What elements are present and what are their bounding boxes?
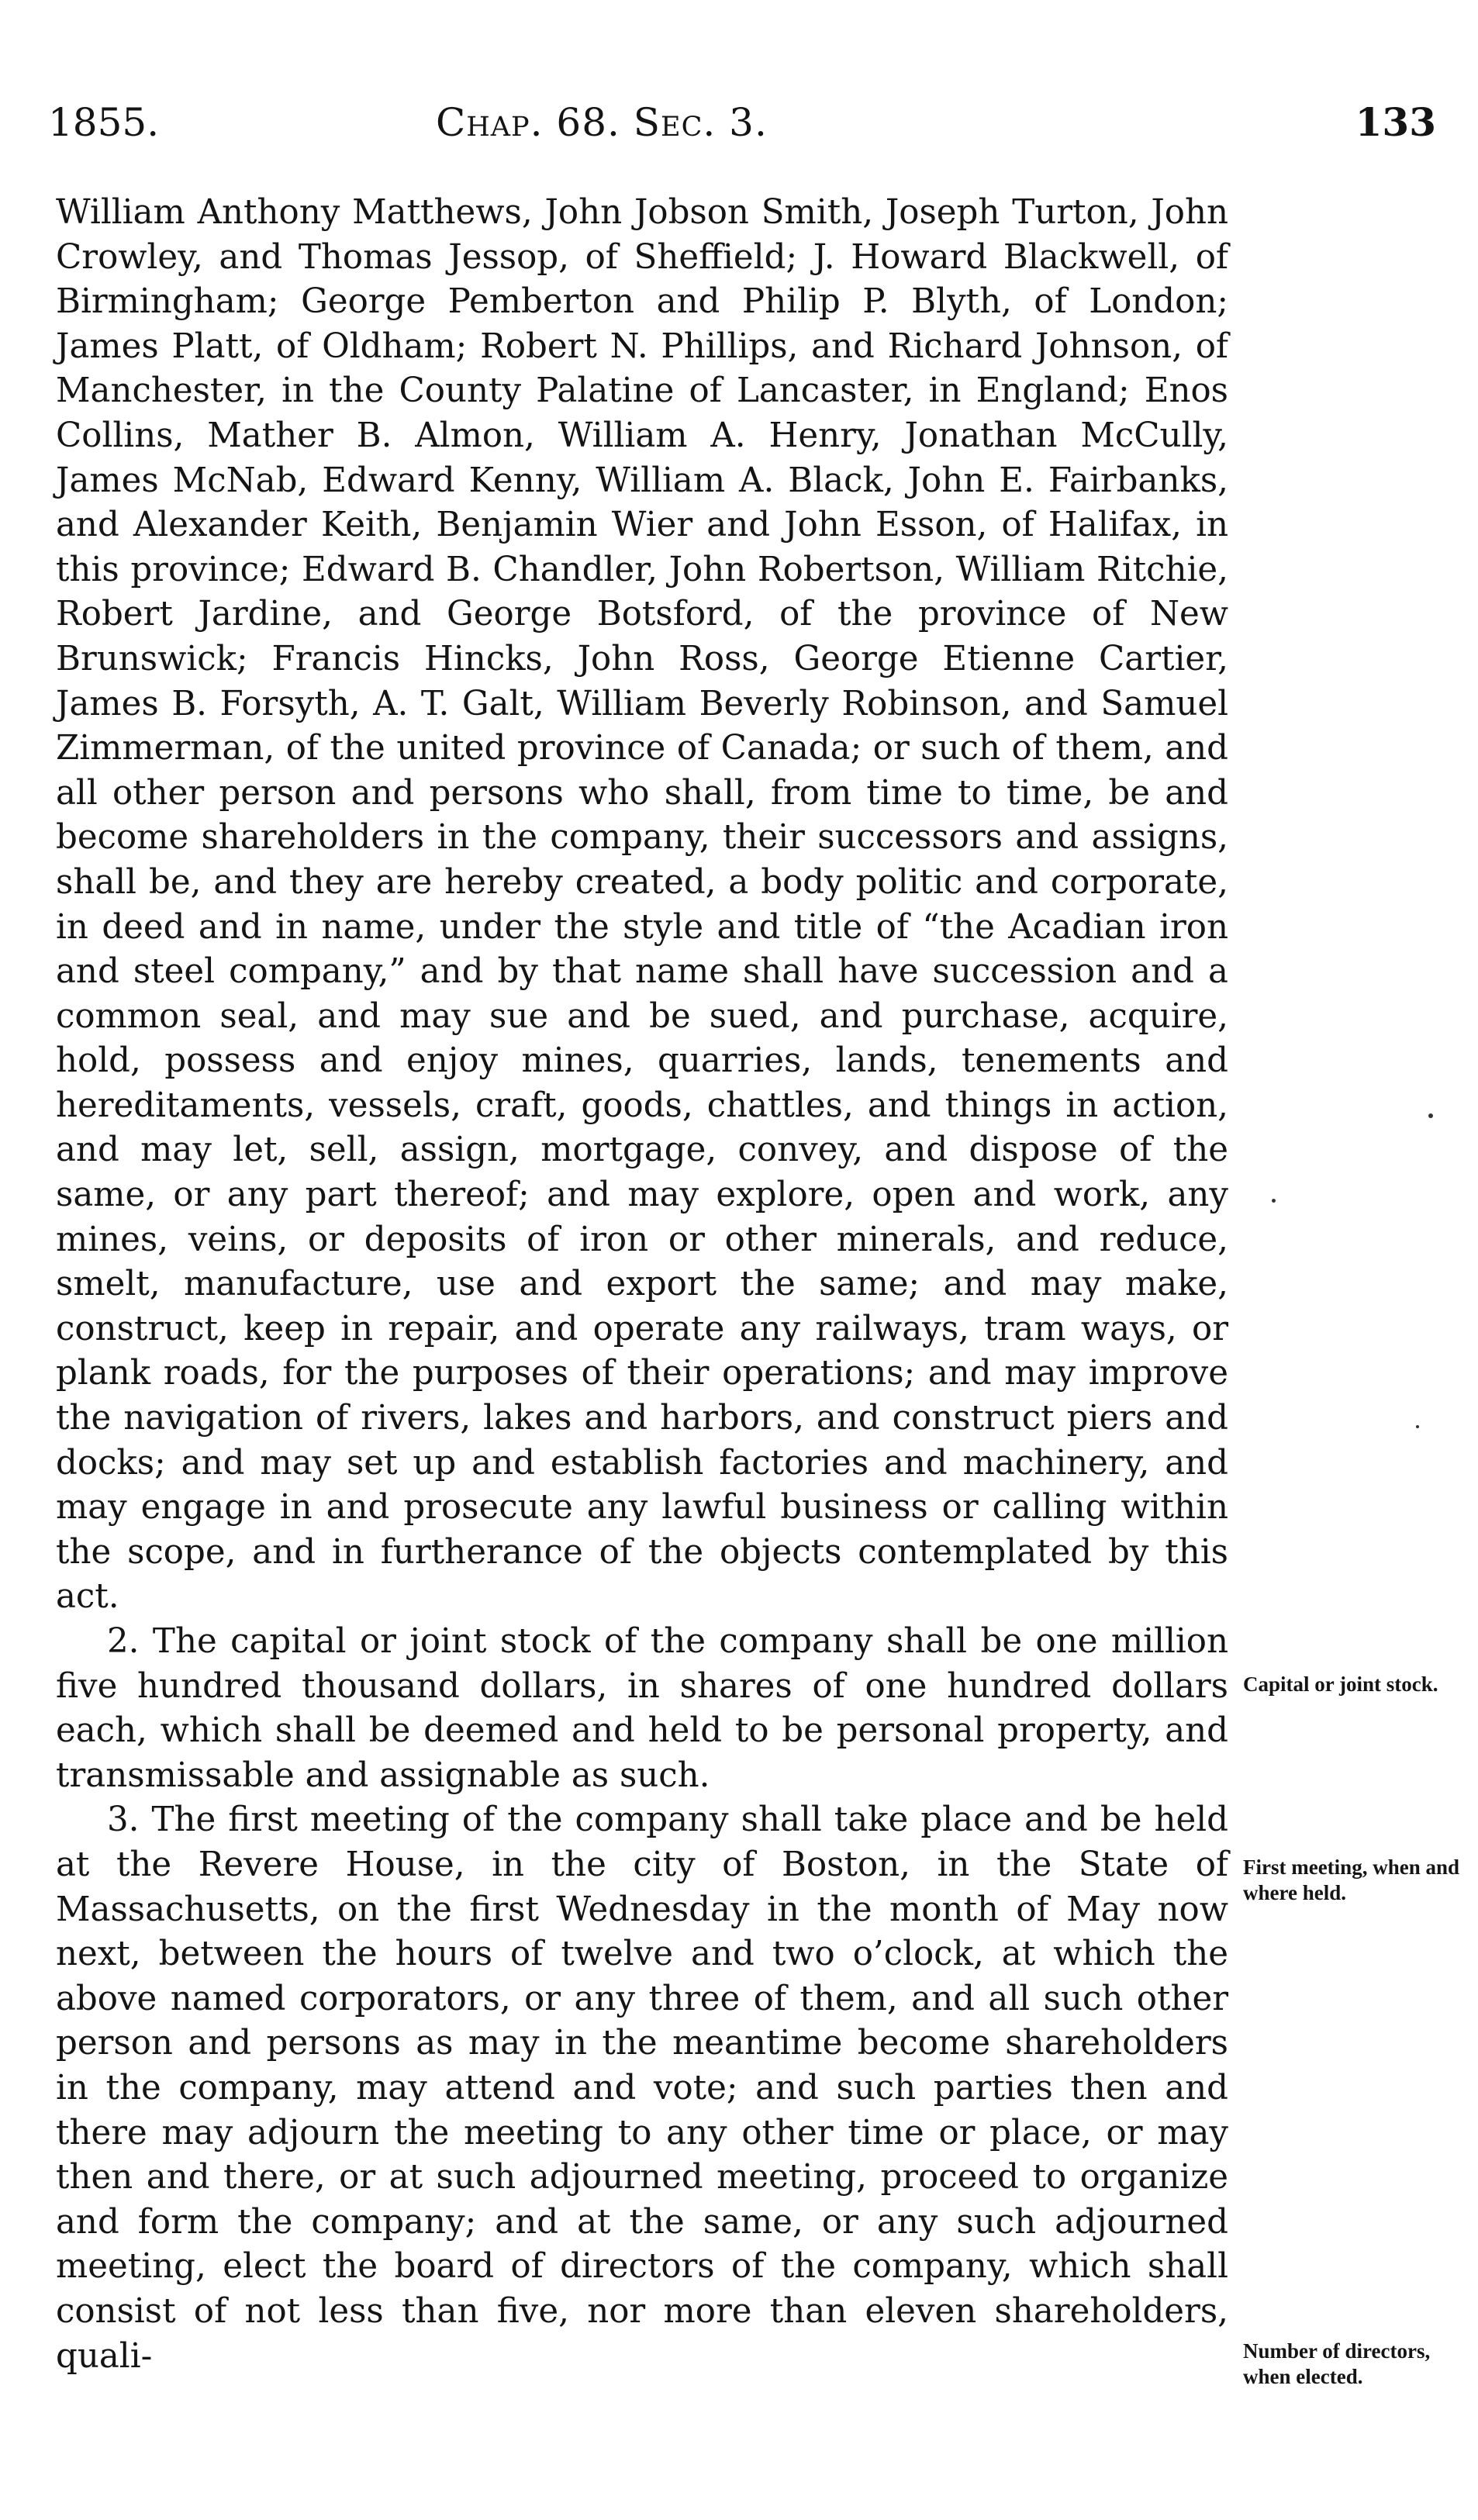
side-note-first-meeting: First meeting, when and where held. [1243, 1855, 1459, 1904]
print-speck [1416, 1425, 1419, 1428]
header-year: 1855. [48, 100, 160, 145]
page-number: 133 [1355, 99, 1436, 145]
print-speck [1428, 1113, 1433, 1118]
print-speck [1272, 1199, 1276, 1203]
paragraph-incorporators: William Anthony Matthews, John Jobson Smith, Joseph Turton, John Crowley, and Thomas Jessop, of Sheffield; J. Howard Blackwell, of Birmingham; George Pemberton and Philip P. Blyth, of London; James Platt, of Oldham; Robert N. Phillips, and Richard Johnson, of Manchester, in the County Palatine of Lancaster, in England; Enos Collins, Mather B. Almon, William A. Henry, Jonathan McCully, James McNab, Edward Kenny, William A. Black, John E. Fairbanks, and Alexander Keith, Benjamin Wier and John Esson, of Halifax, in this province; Edward B. Chandler, John Robertson, William Ritchie, Robert Jardine, and George Botsford, of the province of New Brunswick; Francis Hincks, John Ross, George Etienne Cartier, James B. Forsyth, A. T. Galt, William Beverly Robinson, and Samuel Zimmerman, of the united province of Canada; or such of them, and all other person and persons who shall, from time to time, be and become shareholders in the company, their successors and assigns, shall be, and they are hereby created, a body politic and corporate, in deed and in name, under the style and title of “the Acadian iron and steel company,” and by that name shall have succession and a common seal, and may sue and be sued, and purchase, acquire, hold, possess and enjoy mines, quarries, lands, tenements and hereditaments, vessels, craft, goods, chattles, and things in action, and may let, sell, assign, mortgage, convey, and dispose of the same, or any part thereof; and may explore, open and work, any mines, veins, or deposits of iron or other minerals, and reduce, smelt, manufacture, use and export the same; and may make, construct, keep in repair, and operate any railways, tram ways, or plank roads, for the purposes of their operations; and may improve the navigation of rivers, lakes and harbors, and construct piers and docks; and may set up and establish factories and machinery, and may engage in and prosecute any lawful business or calling within the scope, and in furtherance of the objects contemplated by this act. [56, 193, 1228, 1617]
running-header [48, 91, 1436, 154]
header-chapter-section: Chap. 68. Sec. 3. [436, 100, 768, 145]
paragraph-section-3: 3. The first meeting of the company shall take place and be held at the Revere House, in the city of Boston, in the State of Massachusetts, on the first Wednesday in the month of May now next, between the hours of twelve and two o’clock, at which the above named corporators, or any three of them, and all such other person and persons as may in the meantime become shareholders in the company, may attend and vote; and such parties then and there may adjourn the meeting to any other time or place, or may then and there, or at such adjourned meeting, proceed to organize and form the company; and at the same, or any such adjourned meeting, elect the board of directors of the company, which shall consist of not less than five, nor more than eleven shareholders, quali- [56, 1800, 1228, 2376]
side-note-capital: Capital or joint stock. [1243, 1673, 1438, 1696]
paragraph-section-2: 2. The capital or joint stock of the company shall be one million five hundred thousand dollars, in shares of one hundred dollars each, which shall be deemed and held to be personal property, and transmissable and assignable as such. [56, 1622, 1228, 1795]
side-note-directors: Number of directors, when elected. [1243, 2339, 1431, 2388]
statute-text [56, 191, 1228, 2379]
